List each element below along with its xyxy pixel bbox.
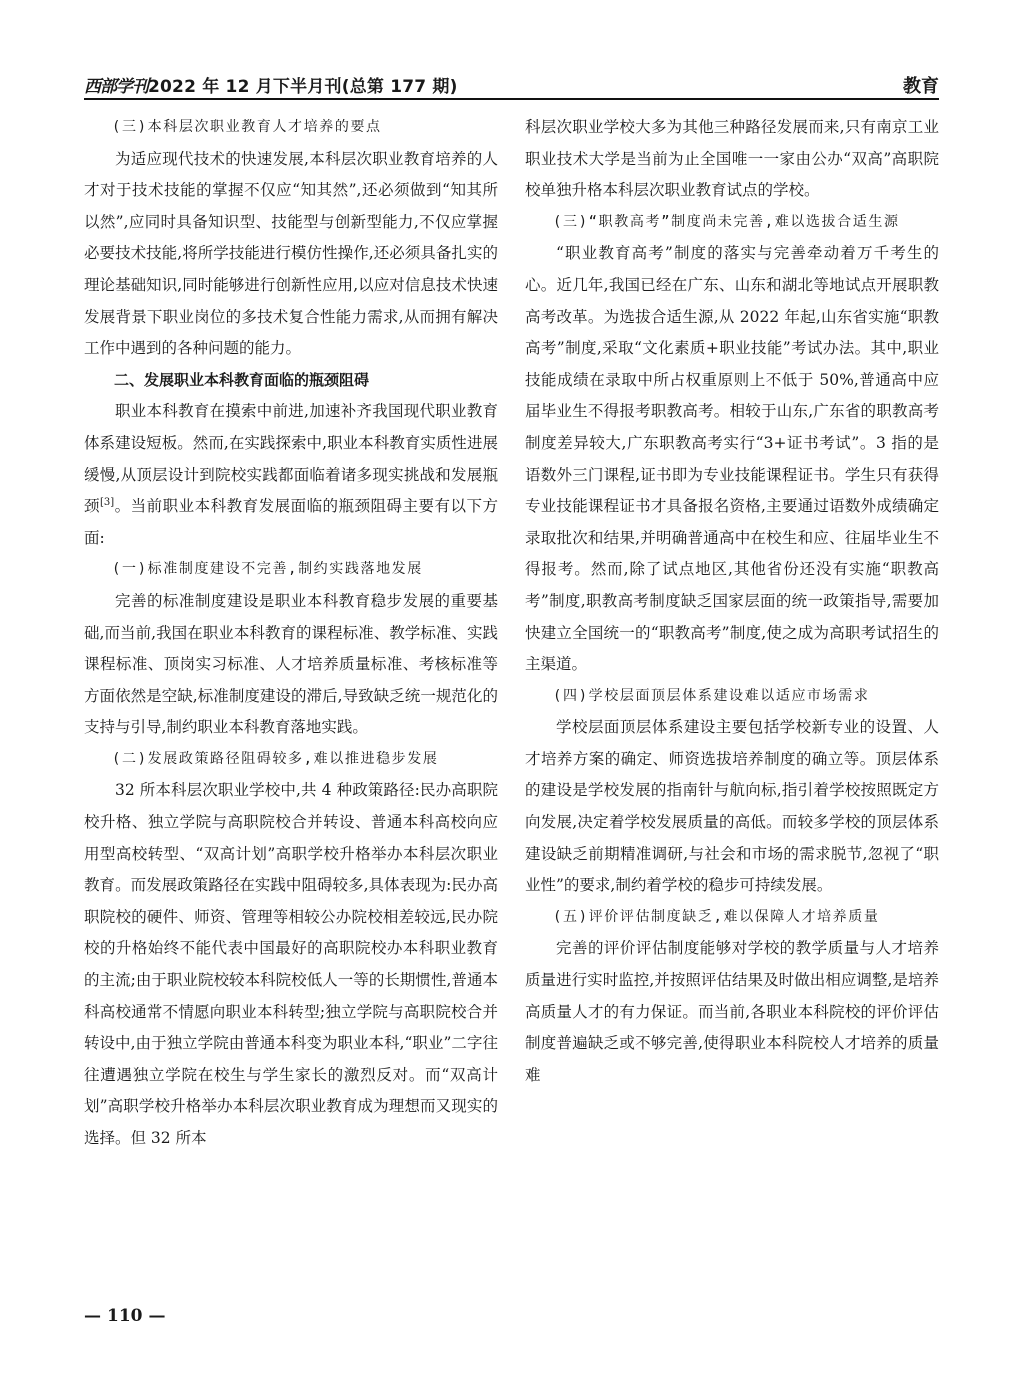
subheading-5: (五)评价评估制度缺乏,难以保障人才培养质量 — [553, 908, 880, 925]
section-label: 教育 — [903, 76, 939, 97]
paragraph-continued: 科层次职业学校大多为其他三种路径发展而来,只有南京工业职业技术大学是当前为止全国唯一一家由公办“双高”高职院校单独升格本科层次职业教育试点的学校。 — [525, 118, 939, 200]
paragraph: 完善的评价评估制度能够对学校的教学质量与人才培养质量进行实时监控,并按照评估结果及时做出相应调整,是培养高质量人才的有力保证。而当前,各职业本科院校的评价评估制度普遍缺乏或不够完善,使得职业本科院校人才培养的质量难 — [525, 939, 939, 1084]
subheading-3: (三)“职教高考”制度尚未完善,难以选拔合适生源 — [553, 213, 900, 230]
paragraph-text: 。当前职业本科教育发展面临的瓶颈阻碍主要有以下方面: — [84, 497, 498, 547]
paragraph: 为适应现代技术的快速发展,本科层次职业教育培养的人才对于技术技能的掌握不仅应“知其然”,还必须做到“知其所以然”,应同时具备知识型、技能型与创新型能力,不仅应掌握必要技术技能,将所学技能进行模仿性操作,还必须具备扎实的理论基础知识,同时能够进行创新性应用,以应对信息技术快速发展背景下职业岗位的多技术复合性能力需求,从而拥有解决工作中遇到的各种问题的能力。 — [84, 149, 498, 358]
subheading-2: (二)发展政策路径阻碍较多,难以推进稳步发展 — [112, 750, 439, 767]
paragraph — [84, 396, 498, 554]
subheading-3-3: (三)本科层次职业教育人才培养的要点 — [112, 119, 382, 135]
paragraph: 32 所本科层次职业学校中,共 4 种政策路径:民办高职院校升格、独立学院与高职院校合并转设、普通本科高校向应用型高校转型、“双高计划”高职学校升格举办本科层次职业教育。而发展政策路径在实践中阻碍较多,具体表现为:民办高职院校的硬件、师资、管理等相较公办院校相差较远,民办院校的升格始终不能代表中国最好的高职院校办本科职业教育的主流;由于职业院校较本科院校低人一等的长期惯性,普通本科高校通常不情愿向职业本科转型;独立学院与高职院校合并转设中,由于独立学院由普通本科变为职业本科,“职业”二字往往遭遇独立学院在校生与学生家长的激烈反对。而“双高计划”高职学校升格举办本科层次职业教育成为理想而又现实的选择。但 32 所本 — [84, 781, 498, 1147]
footer-dash: — — [148, 1306, 166, 1326]
paragraph: 学校层面顶层体系建设主要包括学校新专业的设置、人才培养方案的确定、师资选拔培养制度的确立等。顶层体系的建设是学校发展的指南针与航向标,指引着学校按照既定方向发展,决定着学校发展质量的高低。而较多学校的顶层体系建设缺乏前期精准调研,与社会和市场的需求脱节,忽视了“职业性”的要求,制约着学校的稳步可持续发展。 — [525, 718, 939, 895]
page-header — [84, 70, 939, 100]
paragraph: “职业教育高考”制度的落实与完善牵动着万千考生的心。近几年,我国已经在广东、山东和湖北等地试点开展职教高考改革。为选拔合适生源,从 2022 年起,山东省实施“职教高考”制度,采取“文化素质+职业技能”考试办法。其中,职业技能成绩在录取中所占权重原则上不低于 50%,普通高中应届毕业生不得报考职教高考。相较于山东,广东省的职教高考制度差异较大,广东职教高考实行“3+证书考试”。3 指的是语数外三门课程,证书即为专业技能课程证书。学生只有获得专业技能课程证书才具备报名资格,主要通过语数外成绩确定录取批次和结果,并明确普通高中在校生和应、往届毕业生不得报考。然而,除了试点地区,其他省份还没有实施“职教高考”制度,职教高考制度缺乏国家层面的统一政策指导,需要加快建立全国统一的“职教高考”制度,使之成为高职考试招生的主渠道。 — [525, 244, 939, 674]
paragraph-text: 职业本科教育在摸索中前进,加速补齐我国现代职业教育体系建设短板。然而,在实践探索中,职业本科教育实质性进展缓慢,从顶层设计到院校实践都面临着诸多现实挑战和发展瓶颈 — [84, 402, 498, 516]
subheading-4: (四)学校层面顶层体系建设难以适应市场需求 — [553, 687, 870, 704]
issue-label: 2022 年 12 月下半月刊(总第 177 期) — [148, 77, 458, 97]
paragraph: 完善的标准制度建设是职业本科教育稳步发展的重要基础,而当前,我国在职业本科教育的课程标准、教学标准、实践课程标准、顶岗实习标准、人才培养质量标准、考核标准等方面依然是空缺,标准制度建设的滞后,导致缺乏统一规范化的支持与引导,制约职业本科教育落地实践。 — [84, 591, 498, 737]
footer-dash: — — [84, 1306, 101, 1326]
journal-logo: 西部学刊 — [84, 77, 148, 97]
section-heading-2: 二、发展职业本科教育面临的瓶颈阻碍 — [114, 370, 370, 389]
page-footer — [84, 1306, 166, 1326]
page-number: 110 — [107, 1306, 143, 1326]
left-column — [84, 112, 498, 1317]
right-column — [525, 112, 939, 1317]
header-rule — [84, 98, 939, 100]
citation-ref: [3] — [100, 496, 115, 508]
subheading-1: (一)标准制度建设不完善,制约实践落地发展 — [112, 561, 423, 578]
header-journal-issue — [84, 72, 458, 97]
